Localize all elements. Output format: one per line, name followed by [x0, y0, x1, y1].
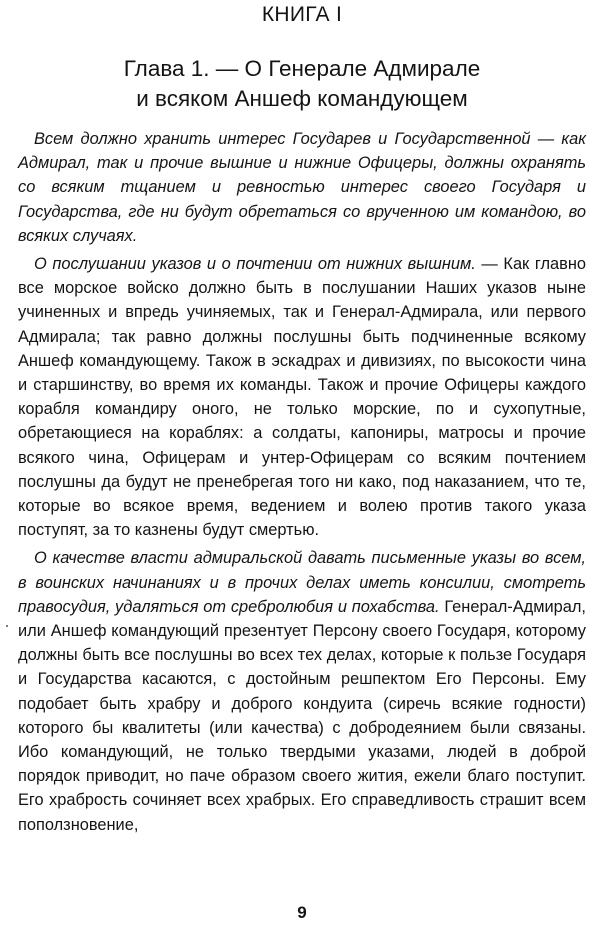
- paragraph-2: [18, 252, 586, 542]
- paragraph-3-text: Генерал-Адмирал, или Аншеф командующий презентует Персону своего Государя, которому должны быть все послушны во всех тех делах, которые к пользе Государя и Государства касаются, с достойным решпектом Его Персоны. Ему подобает быть храбру и доброго кондуита (сиречь всякие годности) которого бы квалитеты (или качества) с добродеянием были связаны. Ибо командующий, не только твердыми указами, людей в доброй порядок приводит, но паче образом своего жития, ежели благо поступит. Его храбрость сочиняет всех храбрых. Его справедливость страшит всем поползновение,: [18, 597, 586, 834]
- paragraph-3-lead: О качестве власти адмиральской давать письменные указы во всем, в воинских начинаниях и в прочих делах иметь консилии, смотреть правосудия, удаляться от сребролюбия и похабства.: [18, 549, 586, 616]
- paragraph-2-text: — Как главно все морское войско должно быть в послушании Наших указов ныне учиненных и впредь учиняемых, так и Генерал-Адмирала, или первого Адмирала; так равно должны послушны быть подчиненные всякому Аншеф командующему. Також в эскадрах и дивизиях, по высокости чина и старшинству, во время их команды. Також и прочие Офицеры каждого корабля командиру оного, не только морские, по и сухопутные, обретающиеся на кораблях: а солдаты, капониры, матросы и прочие всякого чина, Офицерам и унтер-Офицерам со всяким почтением послушны да будут не пренебрегая того ни како, под наказанием, что те, которые во всякое время, ведением и волею против такого указа поступят, за то казнены будут смертью.: [18, 255, 587, 540]
- chapter-title-line-2: и всяком Аншеф командующем: [136, 86, 468, 111]
- chapter-title-line-1: Глава 1. — О Генерале Адмирале: [123, 56, 481, 81]
- scan-speck: [6, 625, 8, 627]
- body-text: [18, 127, 586, 841]
- paragraph-1: [18, 127, 586, 248]
- page-number: 9: [297, 903, 307, 922]
- paragraph-1-lead: Всем должно хранить интерес Государев и Государственной — как Адмирал, так и прочие вышние и нижние Офицеры, должны охранять со всяким тщанием и ревностью интерес своего Государя и Государства, где ни будут обретаться со врученною им командою, во всяких случаях.: [18, 130, 586, 245]
- chapter-title: [18, 54, 586, 114]
- paragraph-2-lead: О послушании указов и о почтении от нижних вышним.: [34, 255, 476, 274]
- book-page: [18, 0, 586, 928]
- book-title: КНИГА I: [261, 3, 343, 26]
- paragraph-3: [18, 546, 586, 836]
